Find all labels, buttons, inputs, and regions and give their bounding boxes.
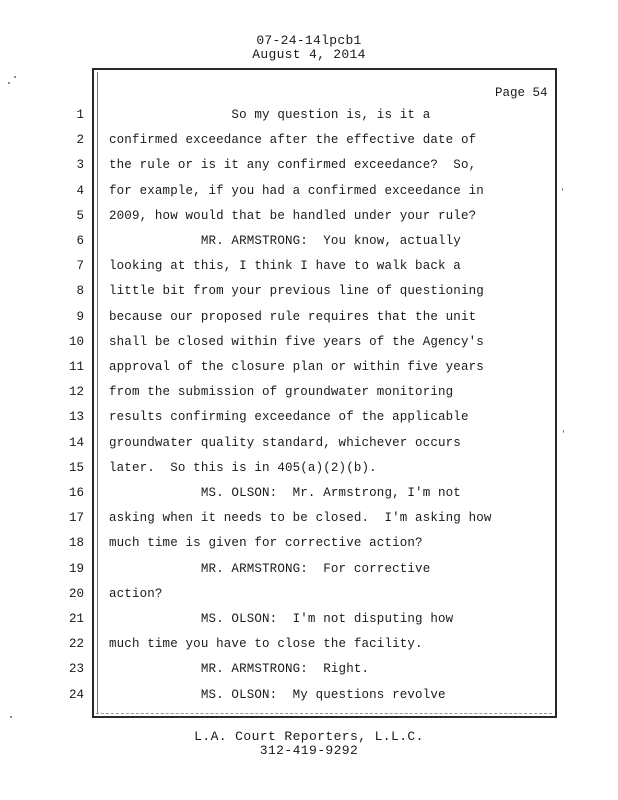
transcript-line-text: much time you have to close the facility. bbox=[109, 637, 423, 651]
transcript-line-text: results confirming exceedance of the applicable bbox=[109, 410, 469, 424]
scan-speck bbox=[10, 716, 12, 718]
line-number: 3 bbox=[76, 158, 84, 172]
line-number: 9 bbox=[76, 310, 84, 324]
line-number: 7 bbox=[76, 259, 84, 273]
bottom-rule bbox=[96, 713, 552, 714]
line-number: 19 bbox=[68, 562, 84, 576]
transcript-line-text: MS. OLSON: My questions revolve bbox=[109, 688, 446, 702]
transcript-line-text: So my question is, is it a bbox=[109, 108, 431, 122]
transcript-line-text: groundwater quality standard, whichever occurs bbox=[109, 436, 461, 450]
line-number: 6 bbox=[76, 234, 84, 248]
line-number: 12 bbox=[68, 385, 84, 399]
line-number: 23 bbox=[68, 662, 84, 676]
footer-company: L.A. Court Reporters, L.L.C. bbox=[194, 729, 424, 744]
transcript-line-text: from the submission of groundwater monitoring bbox=[109, 385, 454, 399]
transcript-line-text: confirmed exceedance after the effective date of bbox=[109, 133, 477, 147]
scan-speck bbox=[14, 76, 16, 78]
transcript-case-id: 07-24-14lpcb1 bbox=[256, 33, 362, 48]
transcript-line-text: much time is given for corrective action? bbox=[109, 536, 423, 550]
line-number: 17 bbox=[68, 511, 84, 525]
transcript-line-text: looking at this, I think I have to walk back a bbox=[109, 259, 461, 273]
line-number: 5 bbox=[76, 209, 84, 223]
line-number: 13 bbox=[68, 410, 84, 424]
footer-phone: 312-419-9292 bbox=[259, 743, 359, 758]
transcript-line-text: MS. OLSON: I'm not disputing how bbox=[109, 612, 454, 626]
line-number: 10 bbox=[68, 335, 84, 349]
line-number: 8 bbox=[76, 284, 84, 298]
transcript-line-text: little bit from your previous line of questioning bbox=[109, 284, 484, 298]
scan-speck bbox=[562, 188, 563, 191]
line-number: 20 bbox=[68, 587, 84, 601]
transcript-line-text: approval of the closure plan or within five years bbox=[109, 360, 484, 374]
transcript-line-text: action? bbox=[109, 587, 163, 601]
line-number: 24 bbox=[68, 688, 84, 702]
line-number: 11 bbox=[68, 360, 84, 374]
scan-speck bbox=[8, 82, 10, 84]
transcript-line-text: the rule or is it any confirmed exceedance? So, bbox=[109, 158, 477, 172]
transcript-line-text: asking when it needs to be closed. I'm asking how bbox=[109, 511, 492, 525]
line-number: 18 bbox=[68, 536, 84, 550]
transcript-line-text: for example, if you had a confirmed exceedance in bbox=[109, 184, 484, 198]
page-label: Page 54 bbox=[495, 86, 548, 100]
line-number: 22 bbox=[68, 637, 84, 651]
transcript-line-text: MR. ARMSTRONG: You know, actually bbox=[109, 234, 461, 248]
transcript-line-text: later. So this is in 405(a)(2)(b). bbox=[109, 461, 377, 475]
line-number: 14 bbox=[68, 436, 84, 450]
line-number: 21 bbox=[68, 612, 84, 626]
scan-speck bbox=[563, 430, 564, 433]
line-number: 4 bbox=[76, 184, 84, 198]
line-number: 16 bbox=[68, 486, 84, 500]
line-number: 1 bbox=[76, 108, 84, 122]
transcript-line-text: 2009, how would that be handled under your rule? bbox=[109, 209, 477, 223]
line-number: 2 bbox=[76, 133, 84, 147]
transcript-line-text: MR. ARMSTRONG: Right. bbox=[109, 662, 370, 676]
line-number: 15 bbox=[68, 461, 84, 475]
transcript-date: August 4, 2014 bbox=[252, 47, 366, 62]
transcript-line-text: MR. ARMSTRONG: For corrective bbox=[109, 562, 431, 576]
transcript-line-text: shall be closed within five years of the Agency's bbox=[109, 335, 484, 349]
transcript-line-text: MS. OLSON: Mr. Armstrong, I'm not bbox=[109, 486, 461, 500]
transcript-line-text: because our proposed rule requires that the unit bbox=[109, 310, 477, 324]
